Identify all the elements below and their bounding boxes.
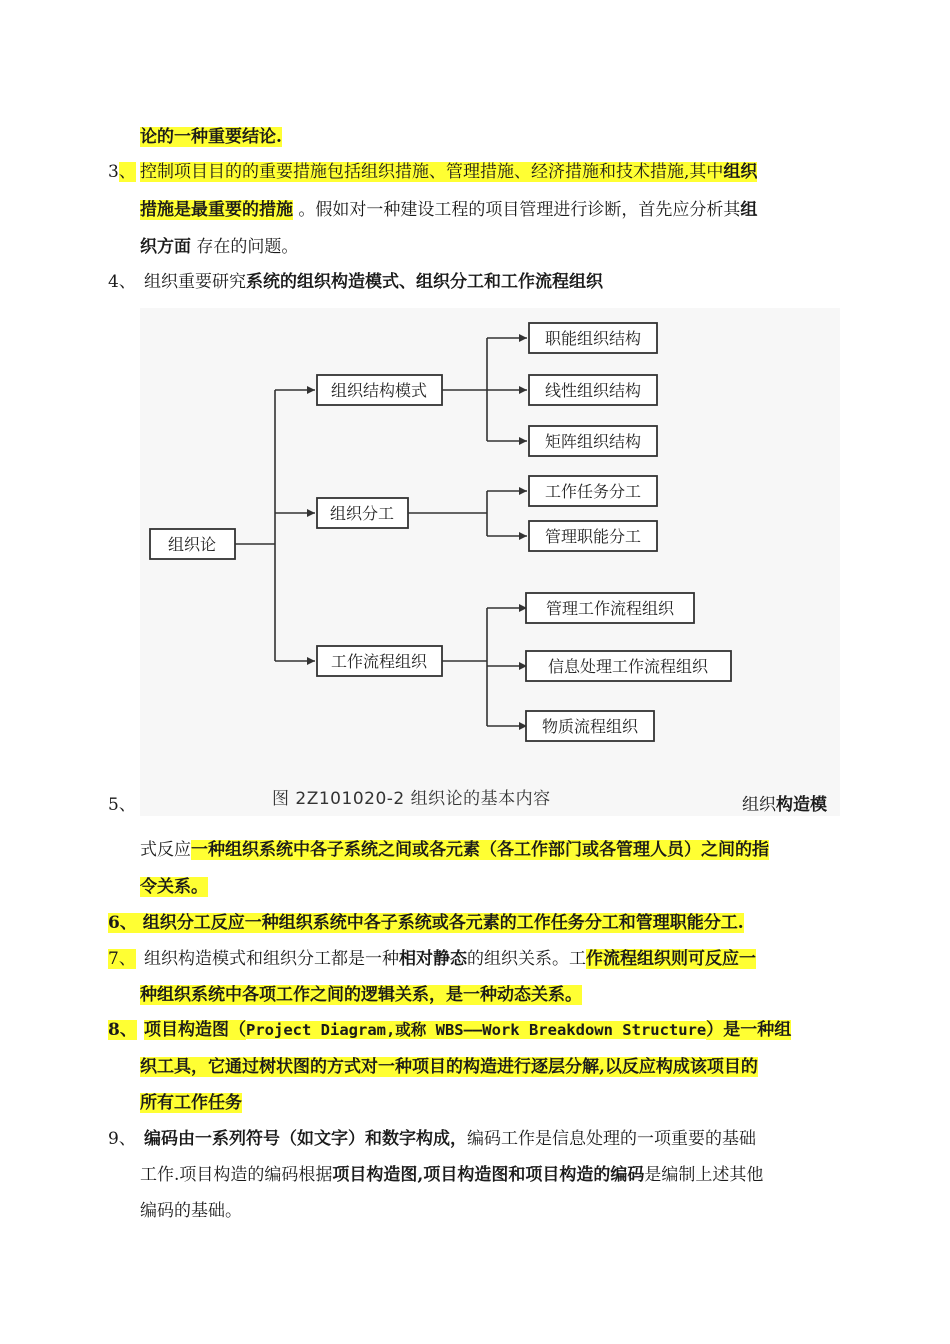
node-root: 组织论 (167, 535, 217, 554)
node-leaf: 物质流程组织 (541, 717, 639, 736)
node-leaf: 工作任务分工 (544, 482, 642, 501)
paragraph-7-line-2: 种组织系统中各项工作之间的逻辑关系，是一种动态关系。 (140, 985, 582, 1005)
paragraph-5-line-2: 式反应一种组织系统中各子系统之间或各元素（各工作部门或各管理人员）之间的指 (140, 840, 769, 860)
paragraph-5-line-1: 组织构造模 (742, 795, 827, 815)
node-leaf: 管理工作流程组织 (545, 599, 675, 618)
node-leaf: 职能组织结构 (544, 329, 642, 348)
text-line (140, 124, 282, 150)
paragraph-3-line-1: 控制项目目的的重要措施包括组织措施、管理措施、经济措施和技术措施,其中组织 (140, 162, 758, 182)
paragraph-5-line-3: 令关系。 (140, 877, 208, 897)
node-branch: 组织结构模式 (330, 381, 428, 400)
paragraph-9-line-2: 工作.项目构造的编码根据项目构造图,项目构造图和项目构造的编码是编制上述其他 (140, 1165, 764, 1185)
paragraph-8-line-2: 织工具，它通过树状图的方式对一种项目的构造进行逐层分解,以反应构成该项目的 (140, 1057, 758, 1077)
node-leaf: 信息处理工作流程组织 (547, 657, 709, 676)
highlighted-text: 论的一种重要结论. (140, 127, 282, 147)
node-leaf: 矩阵组织结构 (544, 432, 642, 451)
paragraph-3-line-3: 织方面 存在的问题。 (140, 237, 299, 257)
paragraph-8-line-3: 所有工作任务 (140, 1093, 242, 1113)
item-number: 8、 (108, 1020, 137, 1040)
paragraph-4: 组织重要研究系统的组织构造模式、组织分工和工作流程组织 (144, 272, 603, 292)
paragraph-9-line-1: 编码由一系列符号（如文字）和数字构成，编码工作是信息处理的一项重要的基础 (144, 1129, 756, 1149)
tree-diagram (140, 308, 840, 816)
node-leaf: 管理职能分工 (544, 527, 642, 546)
item-number: 4、 (108, 272, 136, 292)
node-branch: 工作流程组织 (330, 652, 428, 671)
paragraph-6: 6、 组织分工反应一种组织系统中各子系统或各元素的工作任务分工和管理职能分工. (108, 913, 744, 933)
paragraph-7-line-1: 组织构造模式和组织分工都是一种相对静态的组织关系。工作流程组织则可反应一 (144, 949, 756, 969)
paragraph-8-line-1: 项目构造图（Project Diagram,或称 WBS——Work Breakdown Structure）是一种组 (144, 1020, 792, 1040)
paragraph-9-line-3: 编码的基础。 (140, 1201, 242, 1221)
item-number: 7、 (108, 949, 136, 969)
item-number: 9、 (108, 1129, 136, 1149)
org-theory-diagram (140, 308, 840, 816)
item-number: 5、 (108, 795, 136, 815)
item-number: 3、 (108, 162, 136, 182)
node-leaf: 线性组织结构 (544, 381, 642, 400)
paragraph-3-line-2: 措施是最重要的措施 。假如对一种建设工程的项目管理进行诊断，首先应分析其组 (140, 200, 758, 220)
node-branch: 组织分工 (329, 504, 395, 523)
figure-caption: 图 2Z101020-2 组织论的基本内容 (272, 789, 551, 809)
